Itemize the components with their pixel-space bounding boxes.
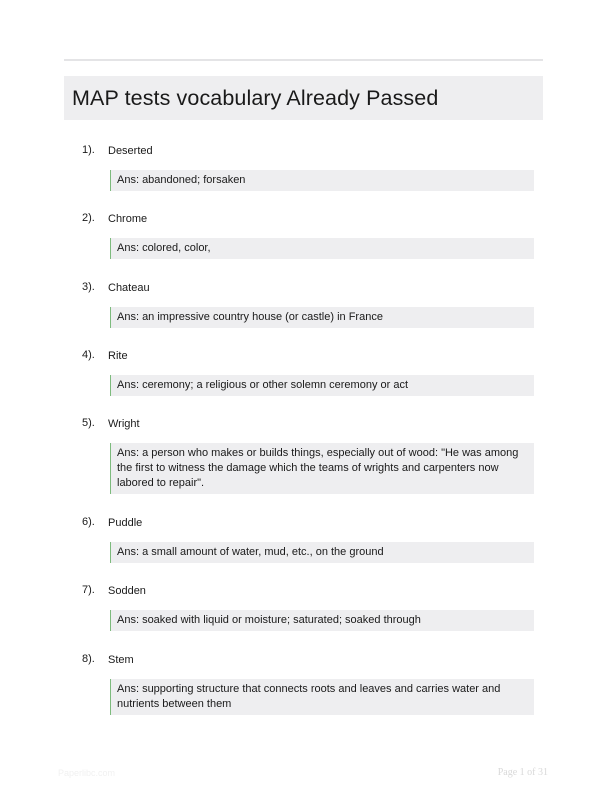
- question-word: Sodden: [108, 585, 146, 597]
- answer-box: Ans: colored, color,: [110, 238, 534, 259]
- question-word: Deserted: [108, 145, 153, 157]
- question-word: Chrome: [108, 213, 148, 225]
- top-divider: [64, 59, 543, 61]
- question-number: 6).: [82, 516, 95, 528]
- question-word: Wright: [108, 418, 140, 430]
- footer-site: Paperlibc.com: [58, 768, 116, 778]
- answer-box: Ans: supporting structure that connects roots and leaves and carries water and nutrients between them: [110, 679, 534, 715]
- answer-box: Ans: an impressive country house (or castle) in France: [110, 307, 534, 328]
- question-word: Puddle: [108, 517, 143, 529]
- answer-box: Ans: a person who makes or builds things, especially out of wood: "He was among the first to witness the damage which the teams of wrights and carpenters now labored to repair".: [110, 443, 534, 494]
- page-title: MAP tests vocabulary Already Passed: [72, 85, 439, 110]
- question-number: 7).: [82, 584, 95, 596]
- question-word: Stem: [108, 654, 134, 666]
- question-number: 1).: [82, 144, 95, 156]
- footer-page-number: Page 1 of 31: [497, 767, 548, 778]
- answer-box: Ans: ceremony; a religious or other solemn ceremony or act: [110, 375, 534, 396]
- question-number: 4).: [82, 349, 95, 361]
- question-number: 5).: [82, 417, 95, 429]
- title-band: [64, 76, 543, 120]
- question-number: 3).: [82, 281, 95, 293]
- question-number: 2).: [82, 212, 95, 224]
- question-word: Chateau: [108, 282, 150, 294]
- question-word: Rite: [108, 350, 128, 362]
- answer-box: Ans: abandoned; forsaken: [110, 170, 534, 191]
- question-number: 8).: [82, 653, 95, 665]
- answer-box: Ans: soaked with liquid or moisture; saturated; soaked through: [110, 610, 534, 631]
- answer-box: Ans: a small amount of water, mud, etc., on the ground: [110, 542, 534, 563]
